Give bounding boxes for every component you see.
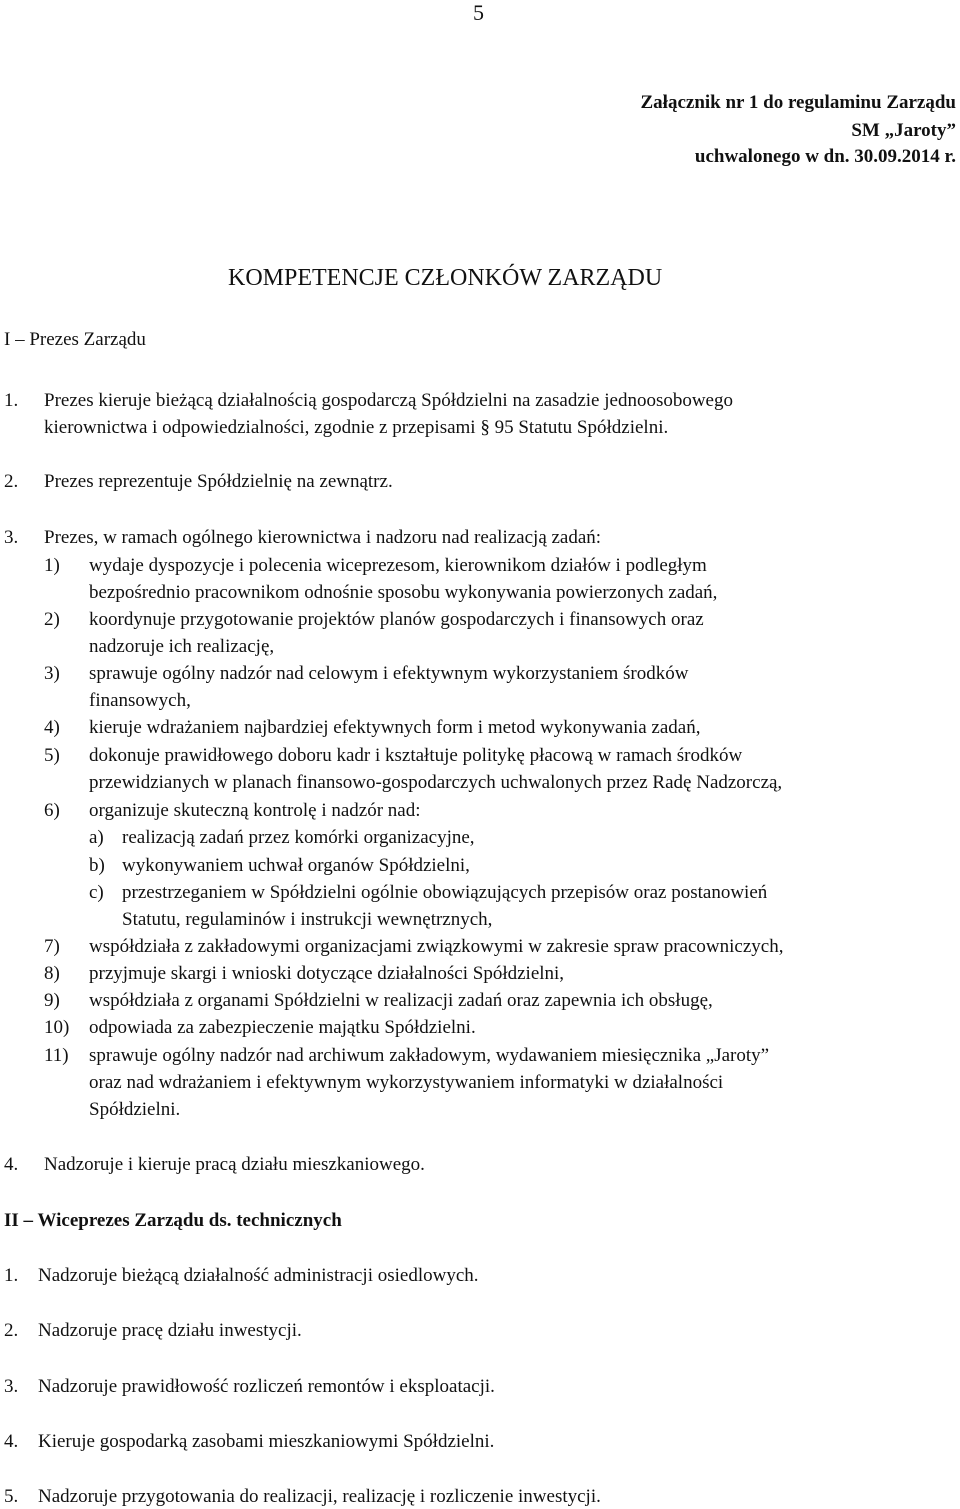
p1-line-2: kierownictwa i odpowiedzialności, zgodnie z przepisami § 95 Statutu Spółdzielni.	[44, 417, 669, 438]
s2-item-5-text: Nadzoruje przygotowania do realizacji, realizację i rozliczenie inwestycji.	[38, 1486, 601, 1507]
item-2-line-2: nadzoruje ich realizację,	[89, 636, 275, 657]
p2-text: Prezes reprezentuje Spółdzielnię na zewnątrz.	[44, 471, 393, 492]
item-3-number: 3)	[44, 663, 60, 684]
item-1-line-1: wydaje dyspozycje i polecenia wiceprezesom, kierownikom działów i podległym	[89, 555, 707, 576]
item-3-line-1: sprawuje ogólny nadzór nad celowym i efektywnym wykorzystaniem środków	[89, 663, 689, 684]
item-5-line-2: przewidzianych w planach finansowo-gospodarczych uchwalonych przez Radę Nadzorczą,	[89, 772, 783, 793]
item-10-number: 10)	[44, 1017, 70, 1038]
p1-number: 1.	[4, 390, 19, 411]
item-11-line-3: Spółdzielni.	[89, 1099, 181, 1120]
item-11-line-2: oraz nad wdrażaniem i efektywnym wykorzystywaniem informatyki w działalności	[89, 1072, 724, 1093]
item-8-line-1: przyjmuje skargi i wnioski dotyczące działalności Spółdzielni,	[89, 963, 565, 984]
section-1-heading: I – Prezes Zarządu	[4, 329, 146, 350]
item-4-number: 4)	[44, 717, 60, 738]
item-1-line-2: bezpośrednio pracownikom odnośnie sposobu wykonywania powierzonych zadań,	[89, 582, 718, 603]
item-6-line-1: organizuje skuteczną kontrolę i nadzór nad:	[89, 800, 421, 821]
p3-text: Prezes, w ramach ogólnego kierownictwa i nadzoru nad realizacją zadań:	[44, 527, 602, 548]
item-9-number: 9)	[44, 990, 60, 1011]
item-11-number: 11)	[44, 1045, 69, 1066]
s2-item-5-number: 5.	[4, 1486, 19, 1507]
s2-item-3-text: Nadzoruje prawidłowość rozliczeń remontów i eksploatacji.	[38, 1376, 495, 1397]
sub-item-c-line-1: przestrzeganiem w Spółdzielni ogólnie obowiązujących przepisów oraz postanowień	[122, 882, 768, 903]
item-11-line-1: sprawuje ogólny nadzór nad archiwum zakładowym, wydawaniem miesięcznika „Jaroty”	[89, 1045, 770, 1066]
header-line-2: SM „Jaroty”	[851, 120, 956, 141]
item-9-line-1: współdziała z organami Spółdzielni w realizacji zadań oraz zapewnia ich obsługę,	[89, 990, 713, 1011]
p2-number: 2.	[4, 471, 19, 492]
item-5-line-1: dokonuje prawidłowego doboru kadr i kształtuje politykę płacową w ramach środków	[89, 745, 743, 766]
s2-item-2-text: Nadzoruje pracę działu inwestycji.	[38, 1320, 302, 1341]
item-2-line-1: koordynuje przygotowanie projektów planów gospodarczych i finansowych oraz	[89, 609, 704, 630]
sub-item-c-line-2: Statutu, regulaminów i instrukcji wewnętrznych,	[122, 909, 493, 930]
item-10-line-1: odpowiada za zabezpieczenie majątku Spółdzielni.	[89, 1017, 476, 1038]
item-1-number: 1)	[44, 555, 60, 576]
sub-item-c-letter: c)	[89, 882, 104, 903]
s2-item-1-text: Nadzoruje bieżącą działalność administracji osiedlowych.	[38, 1265, 479, 1286]
item-7-line-1: współdziała z zakładowymi organizacjami związkowymi w zakresie spraw pracowniczych,	[89, 936, 784, 957]
s2-item-1-number: 1.	[4, 1265, 19, 1286]
p3-number: 3.	[4, 527, 19, 548]
p4-text: Nadzoruje i kieruje pracą działu mieszkaniowego.	[44, 1154, 425, 1175]
p4-number: 4.	[4, 1154, 19, 1175]
section-2-heading: II – Wiceprezes Zarządu ds. technicznych	[4, 1210, 342, 1231]
header-line-1: Załącznik nr 1 do regulaminu Zarządu	[640, 92, 956, 113]
sub-item-a-letter: a)	[89, 827, 104, 848]
header-line-3: uchwalonego w dn. 30.09.2014 r.	[694, 146, 956, 167]
item-6-number: 6)	[44, 800, 60, 821]
s2-item-2-number: 2.	[4, 1320, 19, 1341]
page-number: 5	[473, 0, 484, 25]
item-5-number: 5)	[44, 745, 60, 766]
sub-item-b-line-1: wykonywaniem uchwał organów Spółdzielni,	[122, 855, 470, 876]
sub-item-a-line-1: realizacją zadań przez komórki organizacyjne,	[122, 827, 475, 848]
document-title: KOMPETENCJE CZŁONKÓW ZARZĄDU	[228, 265, 663, 291]
item-2-number: 2)	[44, 609, 60, 630]
item-7-number: 7)	[44, 936, 60, 957]
item-4-line-1: kieruje wdrażaniem najbardziej efektywnych form i metod wykonywania zadań,	[89, 717, 701, 738]
p1-line-1: Prezes kieruje bieżącą działalnością gospodarczą Spółdzielni na zasadzie jednoosobowego	[44, 390, 733, 411]
s2-item-4-text: Kieruje gospodarką zasobami mieszkaniowymi Spółdzielni.	[38, 1431, 495, 1452]
s2-item-3-number: 3.	[4, 1376, 19, 1397]
sub-item-b-letter: b)	[89, 855, 105, 876]
item-3-line-2: finansowych,	[89, 690, 191, 711]
item-8-number: 8)	[44, 963, 60, 984]
s2-item-4-number: 4.	[4, 1431, 19, 1452]
